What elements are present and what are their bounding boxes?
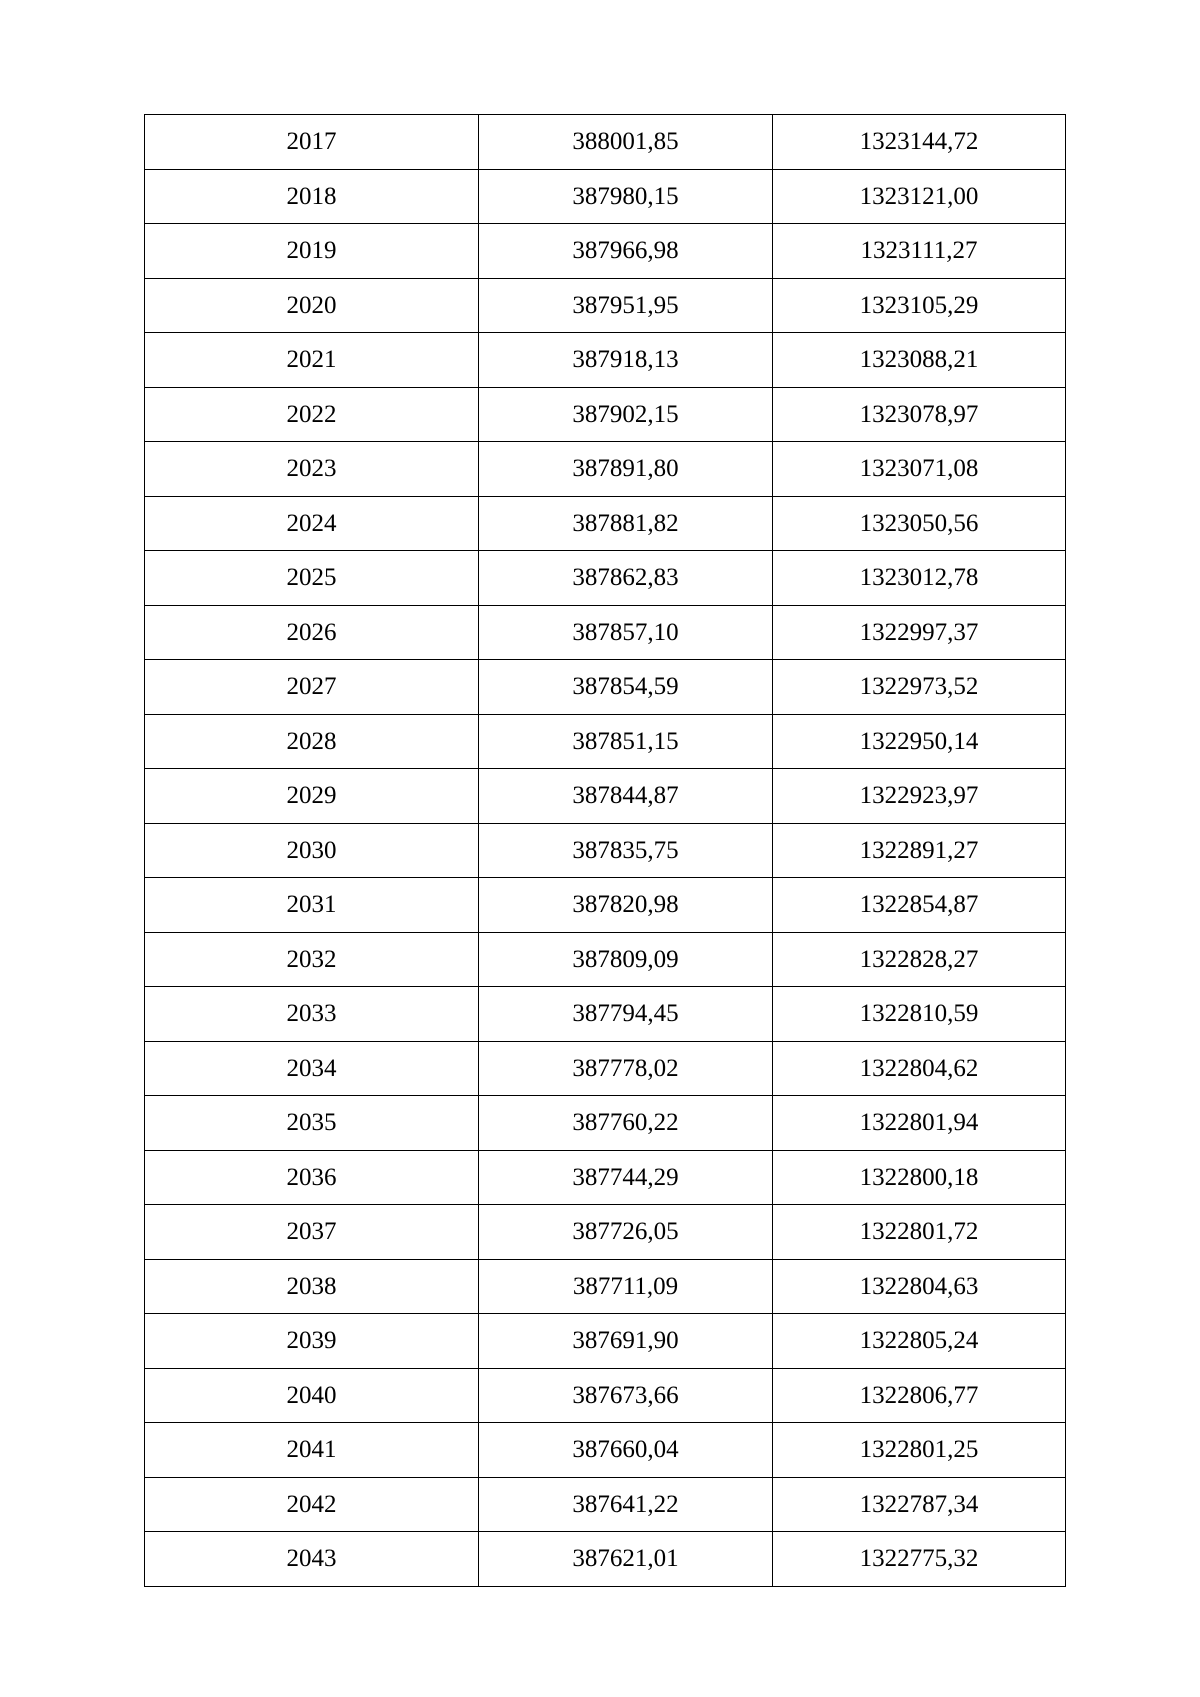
point-number-cell: 2035: [145, 1096, 479, 1151]
table-row: [145, 1477, 1066, 1532]
y-coordinate-cell: 1323121,00: [773, 169, 1066, 224]
table-body: [145, 115, 1066, 1587]
x-coordinate-cell: 387862,83: [479, 551, 773, 606]
x-coordinate-cell: 387820,98: [479, 878, 773, 933]
point-number-cell: 2024: [145, 496, 479, 551]
table-row: [145, 1532, 1066, 1587]
table-row: [145, 496, 1066, 551]
y-coordinate-cell: 1323111,27: [773, 224, 1066, 279]
point-number-cell: 2033: [145, 987, 479, 1042]
table-row: [145, 333, 1066, 388]
table-row: [145, 660, 1066, 715]
x-coordinate-cell: 387844,87: [479, 769, 773, 824]
y-coordinate-cell: 1323088,21: [773, 333, 1066, 388]
point-number-cell: 2032: [145, 932, 479, 987]
x-coordinate-cell: 387744,29: [479, 1150, 773, 1205]
table-row: [145, 387, 1066, 442]
y-coordinate-cell: 1322854,87: [773, 878, 1066, 933]
x-coordinate-cell: 387641,22: [479, 1477, 773, 1532]
table-row: [145, 1423, 1066, 1478]
y-coordinate-cell: 1323144,72: [773, 115, 1066, 170]
x-coordinate-cell: 387966,98: [479, 224, 773, 279]
point-number-cell: 2028: [145, 714, 479, 769]
y-coordinate-cell: 1322801,94: [773, 1096, 1066, 1151]
y-coordinate-cell: 1322806,77: [773, 1368, 1066, 1423]
point-number-cell: 2029: [145, 769, 479, 824]
x-coordinate-cell: 387778,02: [479, 1041, 773, 1096]
point-number-cell: 2023: [145, 442, 479, 497]
point-number-cell: 2021: [145, 333, 479, 388]
table-row: [145, 551, 1066, 606]
y-coordinate-cell: 1322923,97: [773, 769, 1066, 824]
y-coordinate-cell: 1323050,56: [773, 496, 1066, 551]
y-coordinate-cell: 1322805,24: [773, 1314, 1066, 1369]
x-coordinate-cell: 387851,15: [479, 714, 773, 769]
point-number-cell: 2036: [145, 1150, 479, 1205]
x-coordinate-cell: 387809,09: [479, 932, 773, 987]
point-number-cell: 2026: [145, 605, 479, 660]
table-row: [145, 1205, 1066, 1260]
x-coordinate-cell: 387902,15: [479, 387, 773, 442]
x-coordinate-cell: 387881,82: [479, 496, 773, 551]
y-coordinate-cell: 1323105,29: [773, 278, 1066, 333]
point-number-cell: 2043: [145, 1532, 479, 1587]
point-number-cell: 2022: [145, 387, 479, 442]
table-row: [145, 1314, 1066, 1369]
y-coordinate-cell: 1322828,27: [773, 932, 1066, 987]
x-coordinate-cell: 387854,59: [479, 660, 773, 715]
table-row: [145, 878, 1066, 933]
y-coordinate-cell: 1322800,18: [773, 1150, 1066, 1205]
x-coordinate-cell: 387918,13: [479, 333, 773, 388]
x-coordinate-cell: 388001,85: [479, 115, 773, 170]
x-coordinate-cell: 387621,01: [479, 1532, 773, 1587]
table-row: [145, 605, 1066, 660]
x-coordinate-cell: 387673,66: [479, 1368, 773, 1423]
x-coordinate-cell: 387951,95: [479, 278, 773, 333]
point-number-cell: 2025: [145, 551, 479, 606]
y-coordinate-cell: 1322787,34: [773, 1477, 1066, 1532]
y-coordinate-cell: 1322801,25: [773, 1423, 1066, 1478]
point-number-cell: 2040: [145, 1368, 479, 1423]
y-coordinate-cell: 1322973,52: [773, 660, 1066, 715]
x-coordinate-cell: 387794,45: [479, 987, 773, 1042]
x-coordinate-cell: 387857,10: [479, 605, 773, 660]
point-number-cell: 2019: [145, 224, 479, 279]
y-coordinate-cell: 1322804,62: [773, 1041, 1066, 1096]
point-number-cell: 2034: [145, 1041, 479, 1096]
y-coordinate-cell: 1322775,32: [773, 1532, 1066, 1587]
point-number-cell: 2039: [145, 1314, 479, 1369]
table-row: [145, 823, 1066, 878]
x-coordinate-cell: 387691,90: [479, 1314, 773, 1369]
y-coordinate-cell: 1322804,63: [773, 1259, 1066, 1314]
x-coordinate-cell: 387711,09: [479, 1259, 773, 1314]
x-coordinate-cell: 387726,05: [479, 1205, 773, 1260]
table-row: [145, 278, 1066, 333]
y-coordinate-cell: 1323071,08: [773, 442, 1066, 497]
table-row: [145, 224, 1066, 279]
x-coordinate-cell: 387660,04: [479, 1423, 773, 1478]
point-number-cell: 2017: [145, 115, 479, 170]
point-number-cell: 2042: [145, 1477, 479, 1532]
x-coordinate-cell: 387760,22: [479, 1096, 773, 1151]
table-row: [145, 932, 1066, 987]
point-number-cell: 2018: [145, 169, 479, 224]
table-row: [145, 169, 1066, 224]
point-number-cell: 2041: [145, 1423, 479, 1478]
y-coordinate-cell: 1322997,37: [773, 605, 1066, 660]
point-number-cell: 2027: [145, 660, 479, 715]
point-number-cell: 2037: [145, 1205, 479, 1260]
table-row: [145, 769, 1066, 824]
table-row: [145, 714, 1066, 769]
table-row: [145, 115, 1066, 170]
table-row: [145, 1368, 1066, 1423]
x-coordinate-cell: 387891,80: [479, 442, 773, 497]
y-coordinate-cell: 1322891,27: [773, 823, 1066, 878]
point-number-cell: 2020: [145, 278, 479, 333]
point-number-cell: 2031: [145, 878, 479, 933]
table-row: [145, 1096, 1066, 1151]
table-row: [145, 1041, 1066, 1096]
y-coordinate-cell: 1322810,59: [773, 987, 1066, 1042]
x-coordinate-cell: 387980,15: [479, 169, 773, 224]
coordinates-table: [144, 114, 1066, 1587]
table-row: [145, 1259, 1066, 1314]
table-row: [145, 442, 1066, 497]
table-row: [145, 987, 1066, 1042]
y-coordinate-cell: 1323012,78: [773, 551, 1066, 606]
y-coordinate-cell: 1322950,14: [773, 714, 1066, 769]
point-number-cell: 2038: [145, 1259, 479, 1314]
point-number-cell: 2030: [145, 823, 479, 878]
x-coordinate-cell: 387835,75: [479, 823, 773, 878]
y-coordinate-cell: 1323078,97: [773, 387, 1066, 442]
y-coordinate-cell: 1322801,72: [773, 1205, 1066, 1260]
table-row: [145, 1150, 1066, 1205]
